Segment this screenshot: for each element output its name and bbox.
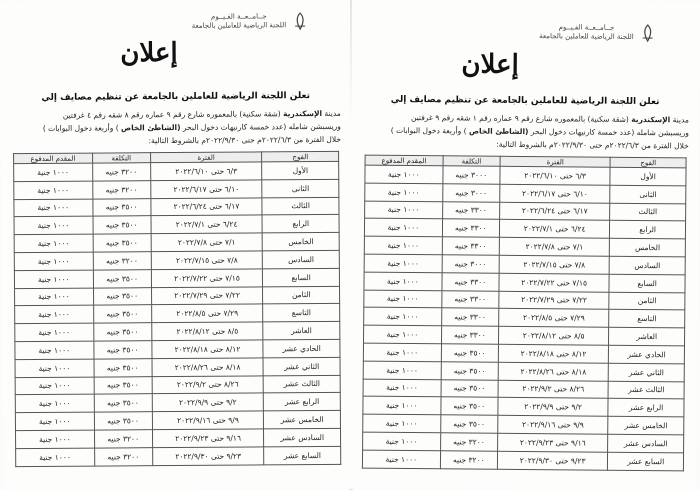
cell-cost: ٣٥٠٠ جنيه (93, 234, 151, 252)
cell-cost: ٣٥٠٠ جنيه (93, 216, 151, 234)
cell-group: السابع عشر (608, 452, 684, 470)
table-row (14, 179, 339, 199)
cell-period: ٨/١٨ حتى ٢٠٢٢/٨/٢٦ (152, 358, 264, 377)
cell-deposit: ١٠٠٠ جنية (14, 181, 93, 199)
cell-cost: ٣٢٠٠ جنيه (440, 451, 497, 469)
cell-group: الرابع (262, 215, 339, 233)
cell-period: ٩/٢ حتى ٢٠٢٢/٩/٩ (152, 393, 264, 412)
paragraph-line-2: وريسبشن شامله (عدد خمسة كارنيهات دخول البحر (الشاطئ الخاص ) وأربعة دخول البوابات ) (390, 125, 689, 138)
cell-deposit: ١٠٠٠ جنية (14, 252, 93, 270)
cell-cost: ٣٢٠٠ جنيه (93, 252, 151, 270)
cell-period: ٧/١٥ حتى ٢٠٢٢/٧/٢٢ (499, 273, 610, 292)
committee-name: اللجنة الرياضية للعاملين بالجامعة (191, 21, 287, 30)
cell-cost: ٣٠٠٠ جنيه (443, 166, 500, 184)
table-row (14, 161, 339, 181)
cell-period: ٩/٢ حتى ٢٠٢٢/٩/٩ (498, 398, 609, 417)
cell-deposit: ١٠٠٠ جنية (15, 341, 94, 359)
cell-group: الأول (262, 161, 339, 179)
cell-period: ٦/١٧ حتى ٢٠٢٢/٦/٢٤ (151, 197, 263, 216)
cell-period: ٦/١٠ حتى ٢٠٢٢/٦/١٧ (500, 184, 611, 203)
cell-deposit: ١٠٠٠ جنية (364, 236, 442, 254)
cell-cost: ٣٥٠٠ جنيه (441, 344, 498, 362)
table-row (14, 215, 339, 235)
cell-group: السابع عشر (264, 446, 341, 464)
cell-group: الخامس (610, 238, 686, 256)
cell-cost: ٣٥٠٠ جنيه (93, 305, 151, 323)
cell-cost: ٣٥٠٠ جنيه (441, 397, 498, 415)
header-period: الفترة (500, 156, 610, 167)
committee-name: اللجنة الرياضية للعاملين بالجامعة (539, 32, 634, 41)
header-deposit: المقدم المدفوع (365, 155, 443, 166)
cell-period: ٧/٨ حتى ٢٠٢٢/٧/١٥ (151, 251, 263, 270)
cell-period: ٨/٢٦ حتى ٢٠٢٢/٩/٢ (498, 380, 609, 399)
cell-cost: ٣٣٠٠ جنيه (441, 326, 498, 344)
cell-deposit: ١٠٠٠ جنية (15, 394, 94, 412)
cell-deposit: ١٠٠٠ جنية (15, 377, 94, 395)
table-row (15, 393, 340, 413)
cell-cost: ٣٣٠٠ جنيه (442, 290, 499, 308)
cell-period: ٧/١ حتى ٢٠٢٢/٧/٨ (151, 233, 263, 252)
cell-period: ٨/١٢ حتى ٢٠٢٢/٨/١٨ (152, 340, 264, 359)
cell-cost: ٣٠٠٠ جنيه (442, 184, 499, 202)
cell-group: السادس عشر (264, 428, 341, 446)
cell-group: الثامن (609, 292, 685, 310)
cell-cost: ٣٥٠٠ جنيه (94, 376, 152, 394)
cell-deposit: ١٠٠٠ جنية (15, 359, 94, 377)
header-period: الفترة (150, 152, 262, 163)
cell-cost: ٣٥٠٠ جنيه (440, 415, 497, 433)
cell-group: الخامس عشر (608, 416, 684, 434)
cell-period: ٦/٢٤ حتى ٢٠٢٢/٧/١ (151, 215, 263, 234)
cell-deposit: ١٠٠٠ جنية (363, 432, 441, 450)
table-row (362, 450, 683, 471)
cell-period: ٨/٢٦ حتى ٢٠٢٢/٩/٢ (152, 375, 264, 394)
cell-group: التاسع (263, 304, 340, 322)
cell-deposit: ١٠٠٠ جنية (16, 448, 95, 466)
schedule-table (362, 155, 687, 471)
cell-period: ٦/٢٤ حتى ٢٠٢٢/٧/١ (499, 220, 610, 239)
cell-deposit: ١٠٠٠ جنية (364, 290, 442, 308)
cell-deposit: ١٠٠٠ جنية (364, 325, 442, 343)
cell-period: ٧/٢٩ حتى ٢٠٢٢/٨/٥ (499, 309, 610, 328)
cell-period: ٧/٢٢ حتى ٢٠٢٢/٧/٢٩ (151, 286, 263, 305)
table-row (16, 428, 341, 448)
cell-cost: ٣٥٠٠ جنيه (93, 287, 151, 305)
cell-period: ٨/٥ حتى ٢٠٢٢/٨/١٢ (498, 326, 609, 345)
university-logo (539, 22, 658, 43)
cell-deposit: ١٠٠٠ جنية (363, 414, 441, 432)
table-row (15, 322, 340, 342)
cell-deposit: ١٠٠٠ جنية (363, 361, 441, 379)
table-row (15, 411, 340, 431)
cell-deposit: ١٠٠٠ جنية (14, 234, 93, 252)
paragraph-line-3: خلال الفترة من ٢٠٢٢/٦/٣م حتى ٢٠٢٢/٩/٣٠م بالشروط التالية: (496, 139, 689, 151)
cell-deposit: ١٠٠٠ جنية (365, 183, 443, 201)
cell-group: الرابع (610, 221, 686, 239)
cell-cost: ٣٣٠٠ جنيه (442, 237, 499, 255)
paragraph-line-1: مدينة الإسكندرية (شقة سكنية) بالمعموره شارع رقم ٩ عماره رقم ٨ شقه رقم ٤ غرفتين (62, 108, 341, 120)
cell-deposit: ١٠٠٠ جنية (14, 163, 93, 181)
city-name: الإسكندرية (631, 114, 671, 125)
cell-period: ٦/٣ حتى ٢٠٢٢/٦/١٠ (150, 162, 262, 181)
cell-deposit: ١٠٠٠ جنية (15, 305, 94, 323)
header-cost: التكلفة (92, 153, 150, 163)
cell-deposit: ١٠٠٠ جنية (14, 199, 93, 217)
table-row (14, 250, 339, 270)
paragraph-line-2: وريسبشن شامله (عدد خمسة كارنيهات دخول البحر (الشاطئ الخاص ) وأربعة دخول البوابات ) (42, 121, 341, 133)
cell-group: السابع (609, 274, 685, 292)
cell-group: العاشر (609, 327, 685, 345)
cell-deposit: ١٠٠٠ جنية (14, 270, 93, 288)
table-row (15, 339, 340, 359)
cell-group: السادس (263, 250, 340, 268)
city-name: الإسكندرية (283, 108, 323, 119)
table-row (14, 197, 339, 217)
cell-cost: ٣٥٠٠ جنيه (93, 323, 151, 341)
cell-group: الثالث عشر (264, 375, 341, 393)
cell-group: العاشر (263, 322, 340, 340)
cell-cost: ٣٢٠٠ جنيه (94, 430, 152, 448)
cell-deposit: ١٠٠٠ جنية (363, 343, 441, 361)
cell-deposit: ١٠٠٠ جنية (364, 254, 442, 272)
cell-cost: ٣٣٠٠ جنيه (442, 219, 499, 237)
cell-cost: ٣٢٠٠ جنيه (94, 447, 152, 465)
cell-period: ٩/١٦ حتى ٢٠٢٢/٩/٢٣ (498, 433, 609, 452)
cell-group: الأول (610, 167, 686, 185)
announcement-title: إعلان (461, 49, 519, 80)
cell-period: ٧/١ حتى ٢٠٢٢/٧/٨ (499, 237, 610, 256)
cell-cost: ٣٥٠٠ جنيه (94, 341, 152, 359)
cell-period: ٧/٢٢ حتى ٢٠٢٢/٧/٢٩ (499, 291, 610, 310)
cell-period: ٦/١٧ حتى ٢٠٢٢/٦/٢٤ (500, 202, 611, 221)
table-row (15, 286, 340, 306)
cell-deposit: ١٠٠٠ جنية (15, 288, 94, 306)
cell-deposit: ١٠٠٠ جنية (365, 165, 443, 183)
cell-cost: ٣٣٠٠ جنيه (442, 273, 499, 291)
university-name: جــامــعــة الفـيــوم (558, 23, 615, 32)
cell-cost: ٣٢٠٠ جنيه (92, 163, 150, 181)
cell-period: ٩/٩ حتى ٢٠٢٢/٩/١٦ (498, 415, 609, 434)
cell-deposit: ١٠٠٠ جنية (15, 412, 94, 430)
cell-group: السابع (263, 268, 340, 286)
cell-cost: ٣٥٠٠ جنيه (94, 412, 152, 430)
cell-cost: ٣٣٠٠ جنيه (442, 201, 499, 219)
cell-cost: ٣٥٠٠ جنيه (93, 269, 151, 287)
cell-group: السادس عشر (608, 434, 684, 452)
cell-group: الخامس (263, 233, 340, 251)
announcement-sheet-right (348, 0, 700, 490)
cell-group: الحادي عشر (609, 345, 685, 363)
cell-group: الثاني عشر (609, 363, 685, 381)
cell-group: الحادي عشر (263, 339, 340, 357)
cell-cost: ٣٥٠٠ جنيه (441, 362, 498, 380)
table-row (14, 268, 339, 288)
cell-deposit: ١٠٠٠ جنية (365, 201, 443, 219)
announcement-title: إعلان (120, 37, 178, 69)
cell-cost: ٣٢٠٠ جنيه (92, 180, 150, 198)
cell-period: ٨/٥ حتى ٢٠٢٢/٨/١٢ (151, 322, 263, 341)
cell-period: ٩/٩ حتى ٢٠٢٢/٩/١٦ (152, 411, 264, 430)
cell-deposit: ١٠٠٠ جنية (15, 323, 94, 341)
cell-group: الخامس عشر (264, 411, 341, 429)
cell-deposit: ١٠٠٠ جنية (364, 218, 442, 236)
cell-cost: ٣٠٠٠ جنيه (442, 255, 499, 273)
fayoum-logo-icon (290, 11, 310, 31)
cell-group: الرابع عشر (264, 393, 341, 411)
cell-cost: ٣٢٠٠ جنيه (440, 433, 497, 451)
header-cost: التكلفة (443, 156, 500, 166)
cell-cost: ٣٥٠٠ جنيه (94, 394, 152, 412)
cell-group: الرابع عشر (608, 399, 684, 417)
cell-group: الثانى (610, 185, 686, 203)
header-group: الفوج (610, 157, 686, 168)
cell-cost: ٣٥٠٠ جنيه (93, 198, 151, 216)
cell-cost: ٣٥٠٠ جنيه (94, 358, 152, 376)
cell-period: ٨/١٢ حتى ٢٠٢٢/٨/١٨ (498, 344, 609, 363)
cell-period: ٧/٨ حتى ٢٠٢٢/٧/١٥ (499, 255, 610, 274)
paragraph-line-1: مدينة الإسكندرية (شقة سكنية) بالمعموره شارع رقم ٩ عماره رقم ١ شقه رقم ٩ غرفتين (410, 113, 689, 125)
cell-group: الثالث (262, 197, 339, 215)
schedule-table (13, 151, 341, 467)
cell-period: ٦/١٠ حتى ٢٠٢٢/٦/١٧ (150, 180, 262, 199)
headline: تعلن اللجنة الرياضية للعاملين بالجامعة عن تنظيم مصايف إلي (41, 91, 311, 103)
cell-deposit: ١٠٠٠ جنية (14, 216, 93, 234)
cell-group: التاسع (609, 310, 685, 328)
cell-period: ٦/٣ حتى ٢٠٢٢/٦/١٠ (500, 166, 611, 185)
cell-group: الثاني عشر (263, 357, 340, 375)
cell-deposit: ١٠٠٠ جنية (362, 450, 440, 468)
private-beach: (الشاطئ الخاص (120, 122, 181, 133)
table-row (15, 357, 340, 377)
table-row (14, 233, 339, 253)
cell-period: ٧/٢٩ حتى ٢٠٢٢/٨/٥ (151, 304, 263, 323)
university-logo (192, 11, 311, 32)
cell-period: ٩/٢٣ حتى ٢٠٢٢/٩/٣٠ (152, 447, 264, 466)
cell-period: ٩/٢٣ حتى ٢٠٢٢/٩/٣٠ (497, 451, 608, 470)
cell-group: السادس (609, 256, 685, 274)
table-row (16, 446, 341, 466)
table-row (15, 304, 340, 324)
private-beach: (الشاطئ الخاص (468, 126, 529, 137)
cell-period: ٩/١٦ حتى ٢٠٢٢/٩/٢٣ (152, 429, 264, 448)
university-name: جــامــعــة الفـيــوم (210, 12, 267, 21)
cell-deposit: ١٠٠٠ جنية (363, 396, 441, 414)
table-row (15, 375, 340, 395)
cell-deposit: ١٠٠٠ جنية (363, 379, 441, 397)
paragraph-line-3: خلال الفترة من ٢٠٢٢/٦/٣م حتى ٢٠٢٢/٩/٣٠م بالشروط التالية: (148, 134, 342, 146)
cell-cost: ٣٣٠٠ جنيه (441, 308, 498, 326)
header-group: الفوج (262, 151, 339, 162)
cell-group: الثالث (610, 203, 686, 221)
cell-group: الثالث عشر (608, 381, 684, 399)
cell-cost: ٣٥٠٠ جنيه (441, 379, 498, 397)
cell-group: الثانى (262, 179, 339, 197)
header-deposit: المقدم المدفوع (14, 153, 93, 164)
cell-deposit: ١٠٠٠ جنية (364, 272, 442, 290)
headline: تعلن اللجنة الرياضية للعاملين بالجامعة عن تنظيم مصايف إلي (390, 94, 660, 108)
fayoum-logo-icon (638, 23, 658, 43)
cell-period: ٧/١٥ حتى ٢٠٢٢/٧/٢٢ (151, 269, 263, 288)
cell-group: الثامن (263, 286, 340, 304)
cell-deposit: ١٠٠٠ جنية (16, 430, 95, 448)
cell-period: ٨/١٨ حتى ٢٠٢٢/٨/٢٦ (498, 362, 609, 381)
cell-deposit: ١٠٠٠ جنية (364, 307, 442, 325)
